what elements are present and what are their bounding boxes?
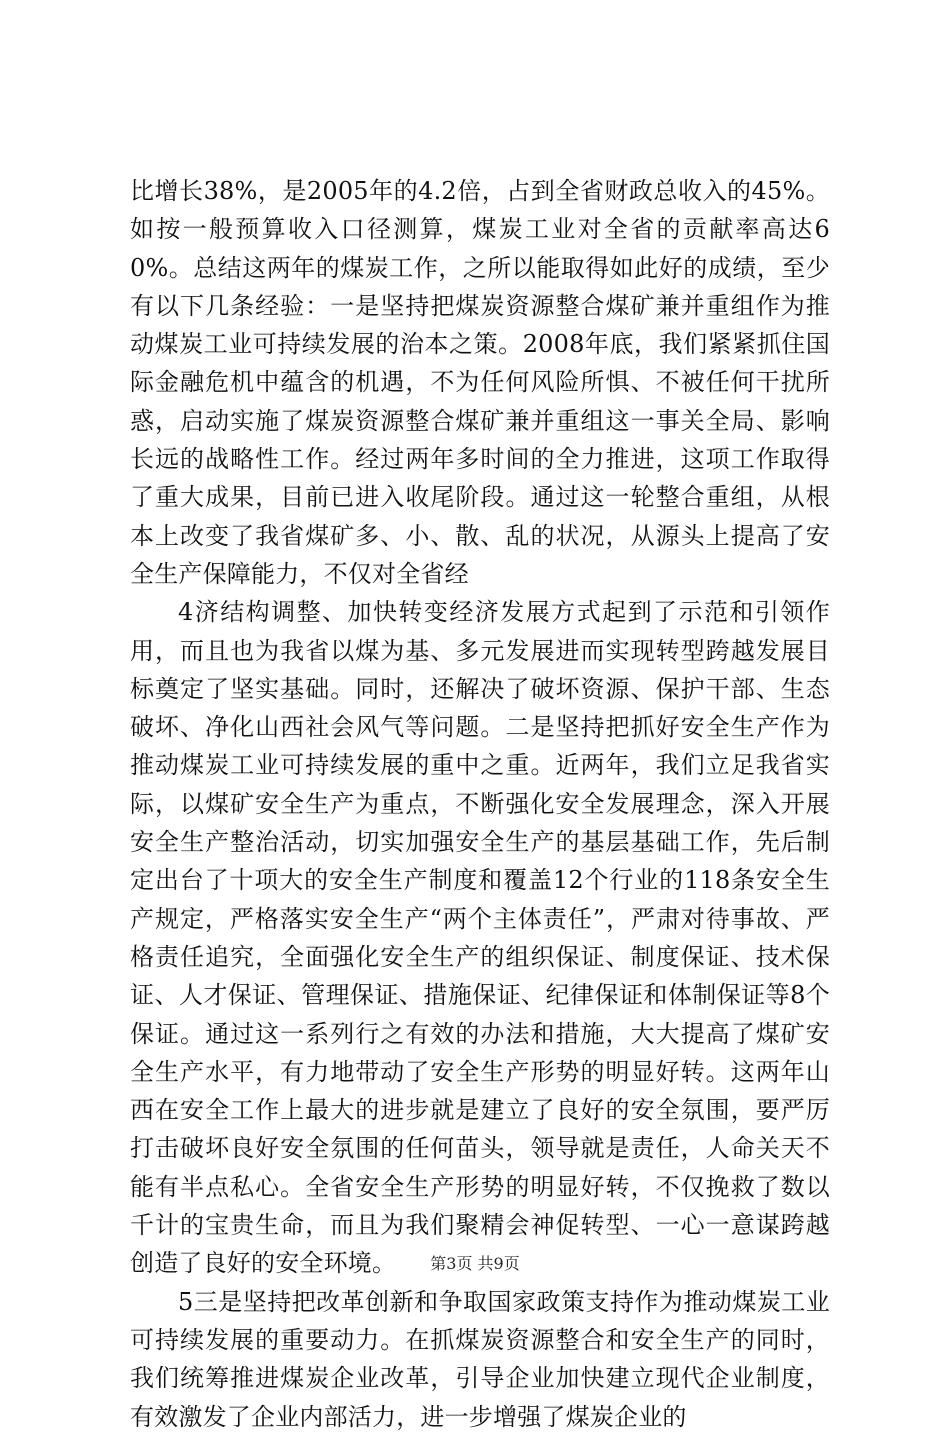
document-body xyxy=(130,172,830,1436)
paragraph-section-4: 4济结构调整、加快转变经济发展方式起到了示范和引领作用，而且也为我省以煤为基、多元发展进而实现转型跨越发展目标奠定了坚实基础。同时，还解决了破坏资源、保护干部、生态破坏、净化山西社会风气等问题。二是坚持把抓好安全生产作为推动煤炭工业可持续发展的重中之重。近两年，我们立足我省实际，以煤矿安全生产为重点，不断强化安全发展理念，深入开展安全生产整治活动，切实加强安全生产的基层基础工作，先后制定出台了十项大的安全生产制度和覆盖12个行业的118条安全生产规定，严格落实安全生产“两个主体责任”，严肃对待事故、严格责任追究，全面强化安全生产的组织保证、制度保证、技术保证、人才保证、管理保证、措施保证、纪律保证和体制保证等8个保证。通过这一系列行之有效的办法和措施，大大提高了煤矿安全生产水平，有力地带动了安全生产形势的明显好转。这两年山西在安全工作上最大的进步就是建立了良好的安全氛围，要严厉打击破坏良好安全氛围的任何苗头，领导就是责任，人命关天不能有半点私心。全省安全生产形势的明显好转，不仅挽救了数以千计的宝贵生命，而且为我们聚精会神促转型、一心一意谋跨越创造了良好的安全环境。 xyxy=(130,598,830,1278)
paragraph-continued: 比增长38%，是2005年的4.2倍，占到全省财政总收入的45%。如按一般预算收入口径测算，煤炭工业对全省的贡献率高达60%。总结这两年的煤炭工作，之所以能取得如此好的成绩，至少有以下几条经验：一是坚持把煤炭资源整合煤矿兼并重组作为推动煤炭工业可持续发展的治本之策。2008年底，我们紧紧抓住国际金融危机中蕴含的机遇，不为任何风险所惧、不被任何干扰所惑，启动实施了煤炭资源整合煤矿兼并重组这一事关全局、影响长远的战略性工作。经过两年多时间的全力推进，这项工作取得了重大成果，目前已进入收尾阶段。通过这一轮整合重组，从根本上改变了我省煤矿多、小、散、乱的状况，从源头上提高了安全生产保障能力，不仅对全省经 xyxy=(130,177,830,588)
paragraph-section-5: 5三是坚持把改革创新和争取国家政策支持作为推动煤炭工业可持续发展的重要动力。在抓煤炭资源整合和安全生产的同时，我们统筹推进煤炭企业改革，引导企业加快建立现代企业制度，有效激发了企业内部活力，进一步增强了煤炭企业的 xyxy=(130,1287,830,1431)
page-number-footer: 第3页 共9页 xyxy=(430,1254,520,1273)
